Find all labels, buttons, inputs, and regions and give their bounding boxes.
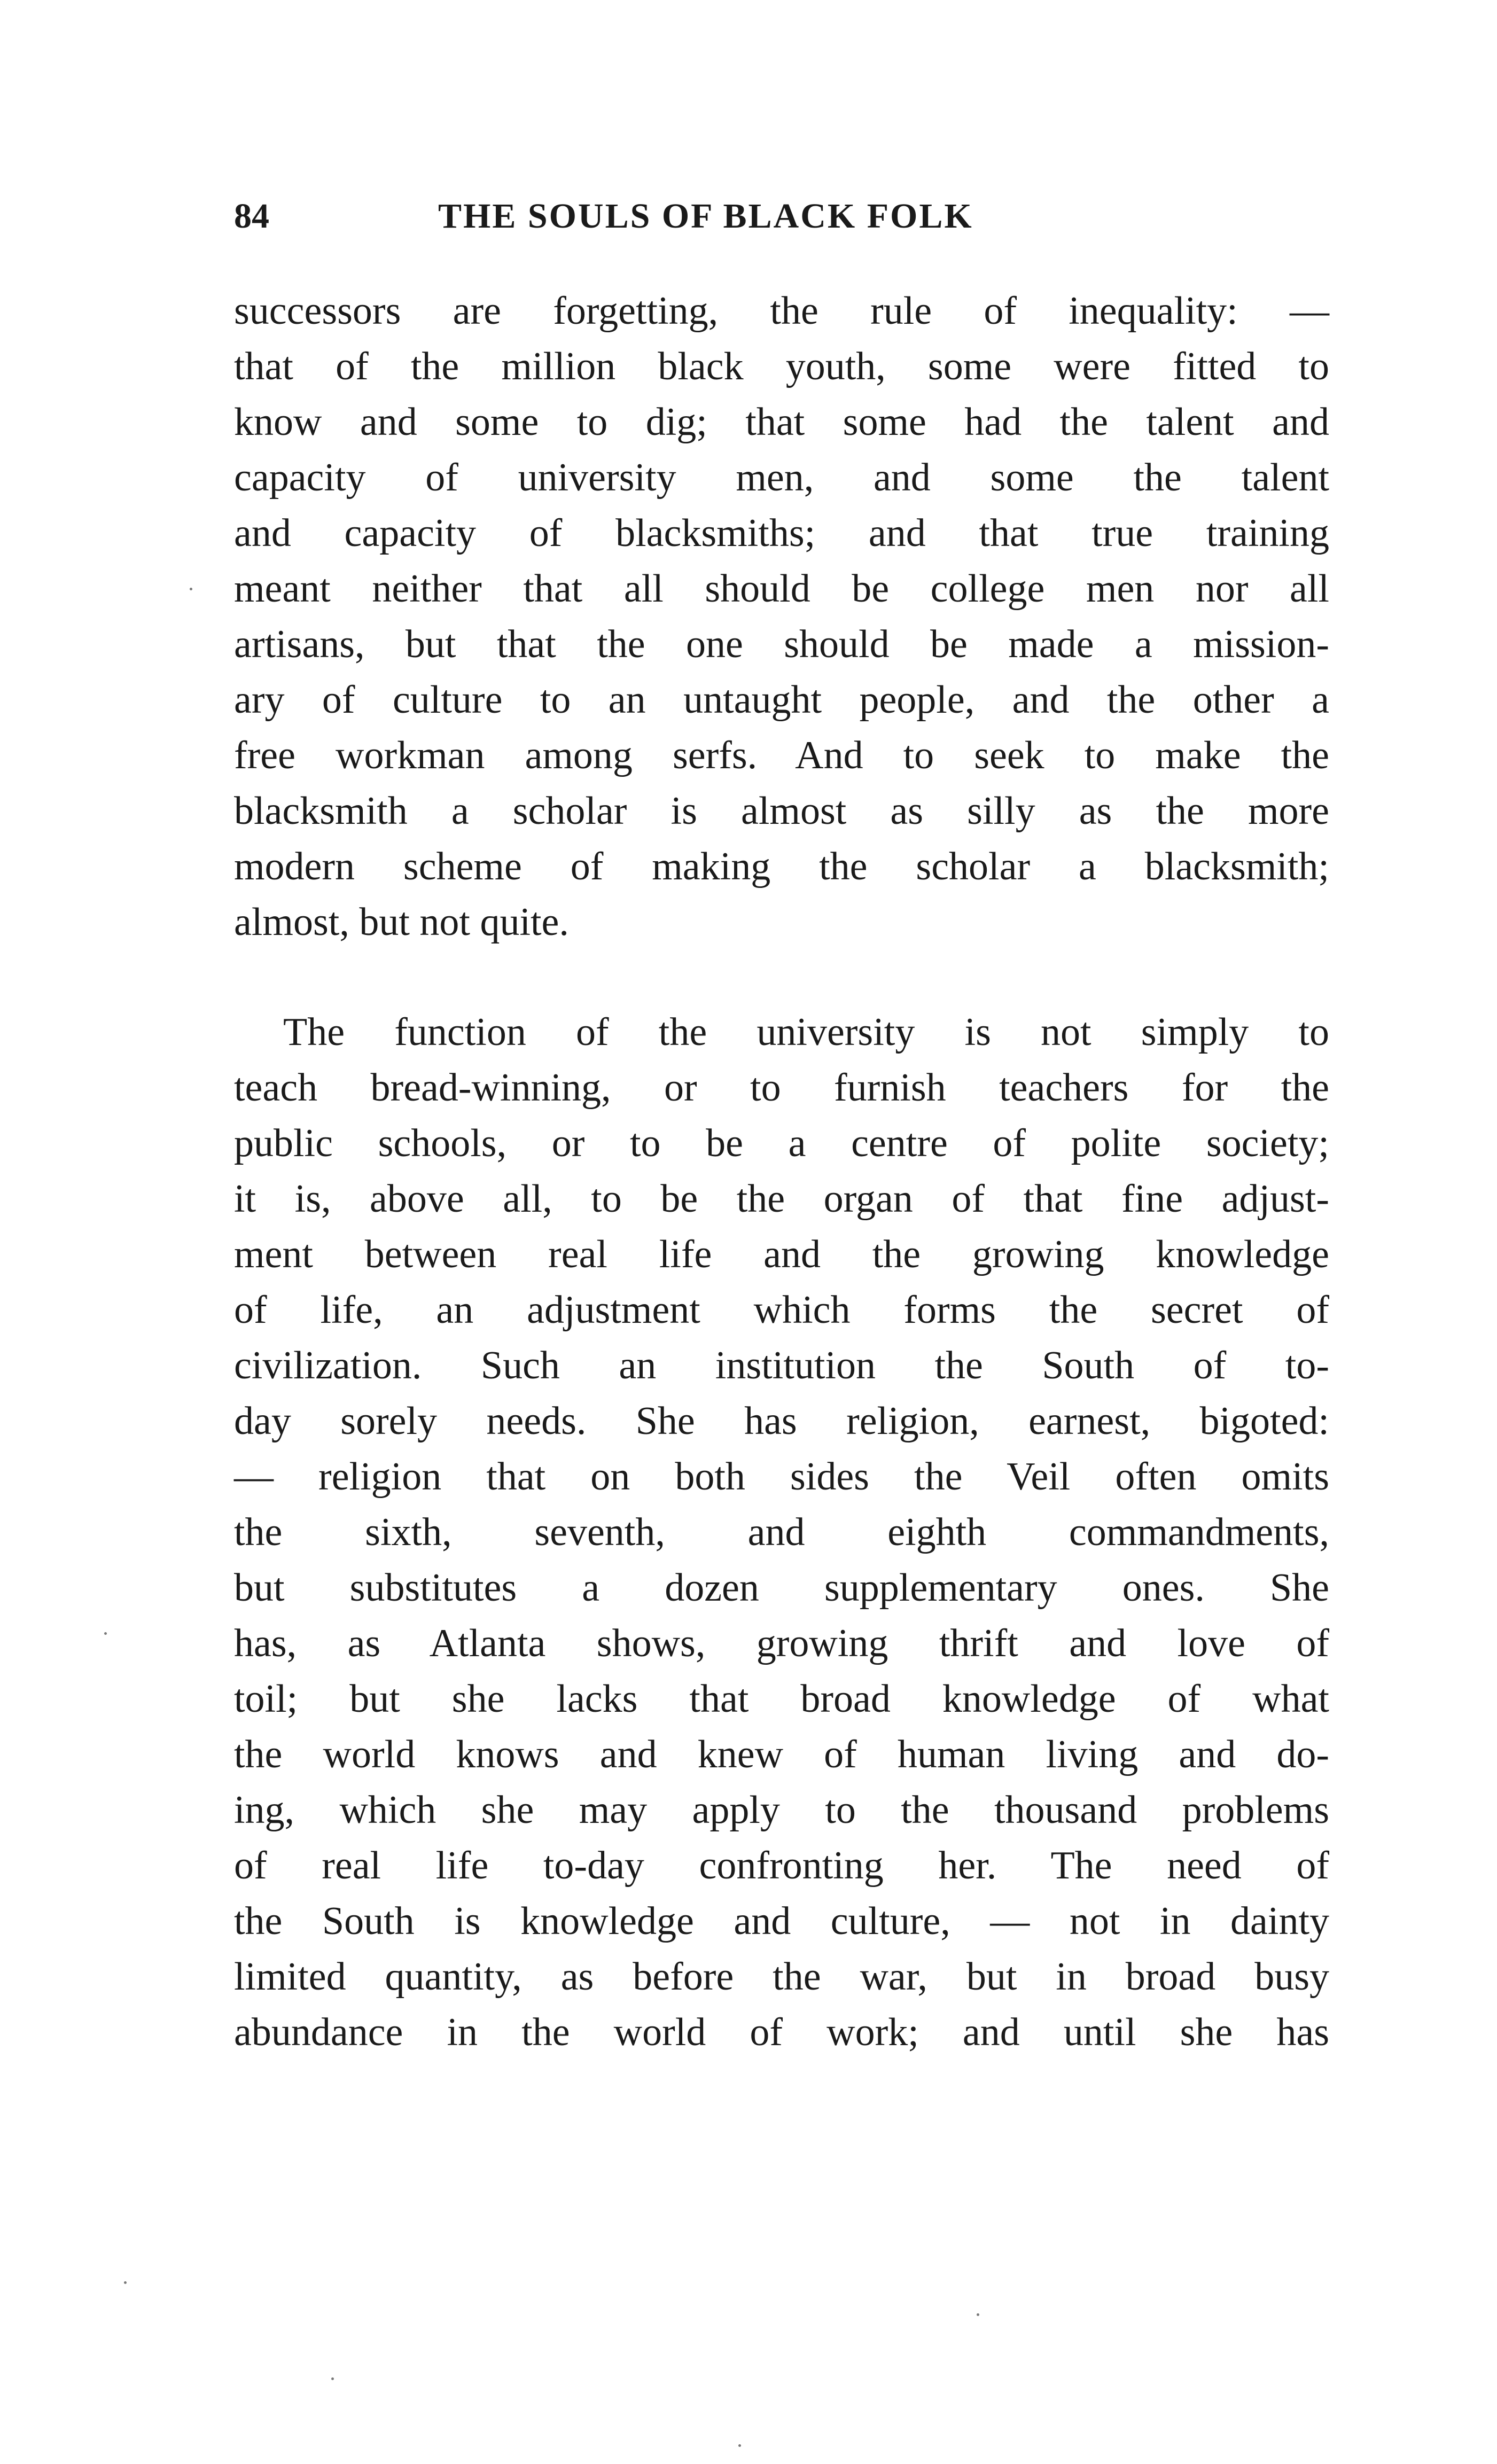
text-line: successors are forgetting, the rule of inequality: — [234, 289, 1329, 333]
text-line: — religion that on both sides the Veil often omits [234, 1455, 1329, 1499]
running-header [234, 195, 1329, 238]
text-line: blacksmith a scholar is almost as silly as the more [234, 789, 1329, 833]
text-line: The function of the university is not simply to [283, 1010, 1329, 1054]
text-line: that of the million black youth, some were fitted to [234, 345, 1329, 388]
text-line: limited quantity, as before the war, but in broad busy [234, 1955, 1329, 1999]
text-line: and capacity of blacksmiths; and that true training [234, 511, 1329, 555]
paper-speck [104, 1632, 107, 1635]
paragraph-1 [234, 283, 1329, 950]
paper-speck [124, 2281, 127, 2284]
text-line: artisans, but that the one should be made a mission- [234, 622, 1329, 666]
text-line: day sorely needs. She has religion, earnest, bigoted: [234, 1399, 1329, 1443]
text-line: toil; but she lacks that broad knowledge of what [234, 1677, 1329, 1721]
text-line: free workman among serfs. And to seek to make the [234, 734, 1329, 777]
text-line: ing, which she may apply to the thousand problems [234, 1788, 1329, 1832]
text-line: ment between real life and the growing knowledge [234, 1233, 1329, 1276]
text-line: the sixth, seventh, and eighth commandments, [234, 1510, 1329, 1554]
text-line: almost, but not quite. [234, 900, 569, 944]
paper-speck [190, 588, 192, 590]
text-line: ary of culture to an untaught people, and the other a [234, 678, 1329, 722]
text-line: it is, above all, to be the organ of that fine adjust- [234, 1177, 1329, 1221]
text-line: capacity of university men, and some the talent [234, 456, 1329, 500]
text-line: know and some to dig; that some had the talent and [234, 400, 1329, 444]
page-number: 84 [234, 197, 269, 236]
running-title: THE SOULS OF BLACK FOLK [438, 197, 973, 236]
text-line: has, as Atlanta shows, growing thrift and love of [234, 1621, 1329, 1665]
text-line: of life, an adjustment which forms the secret of [234, 1288, 1329, 1332]
paper-speck [977, 2313, 979, 2316]
text-line: the South is knowledge and culture, — not in dainty [234, 1899, 1329, 1943]
paragraph-2 [234, 1004, 1329, 2060]
text-line: public schools, or to be a centre of polite society; [234, 1121, 1329, 1165]
text-line: the world knows and knew of human living and do- [234, 1733, 1329, 1776]
text-line: teach bread-winning, or to furnish teachers for the [234, 1066, 1329, 1110]
paper-speck [331, 2377, 334, 2380]
text-line: meant neither that all should be college men nor all [234, 567, 1329, 611]
text-line: of real life to-day confronting her. The need of [234, 1844, 1329, 1888]
text-line: civilization. Such an institution the South of to- [234, 1344, 1329, 1387]
text-line: abundance in the world of work; and until she has [234, 2010, 1329, 2054]
text-line: but substitutes a dozen supplementary ones. She [234, 1566, 1329, 1610]
text-line: modern scheme of making the scholar a blacksmith; [234, 845, 1329, 888]
paper-speck [738, 2444, 741, 2447]
